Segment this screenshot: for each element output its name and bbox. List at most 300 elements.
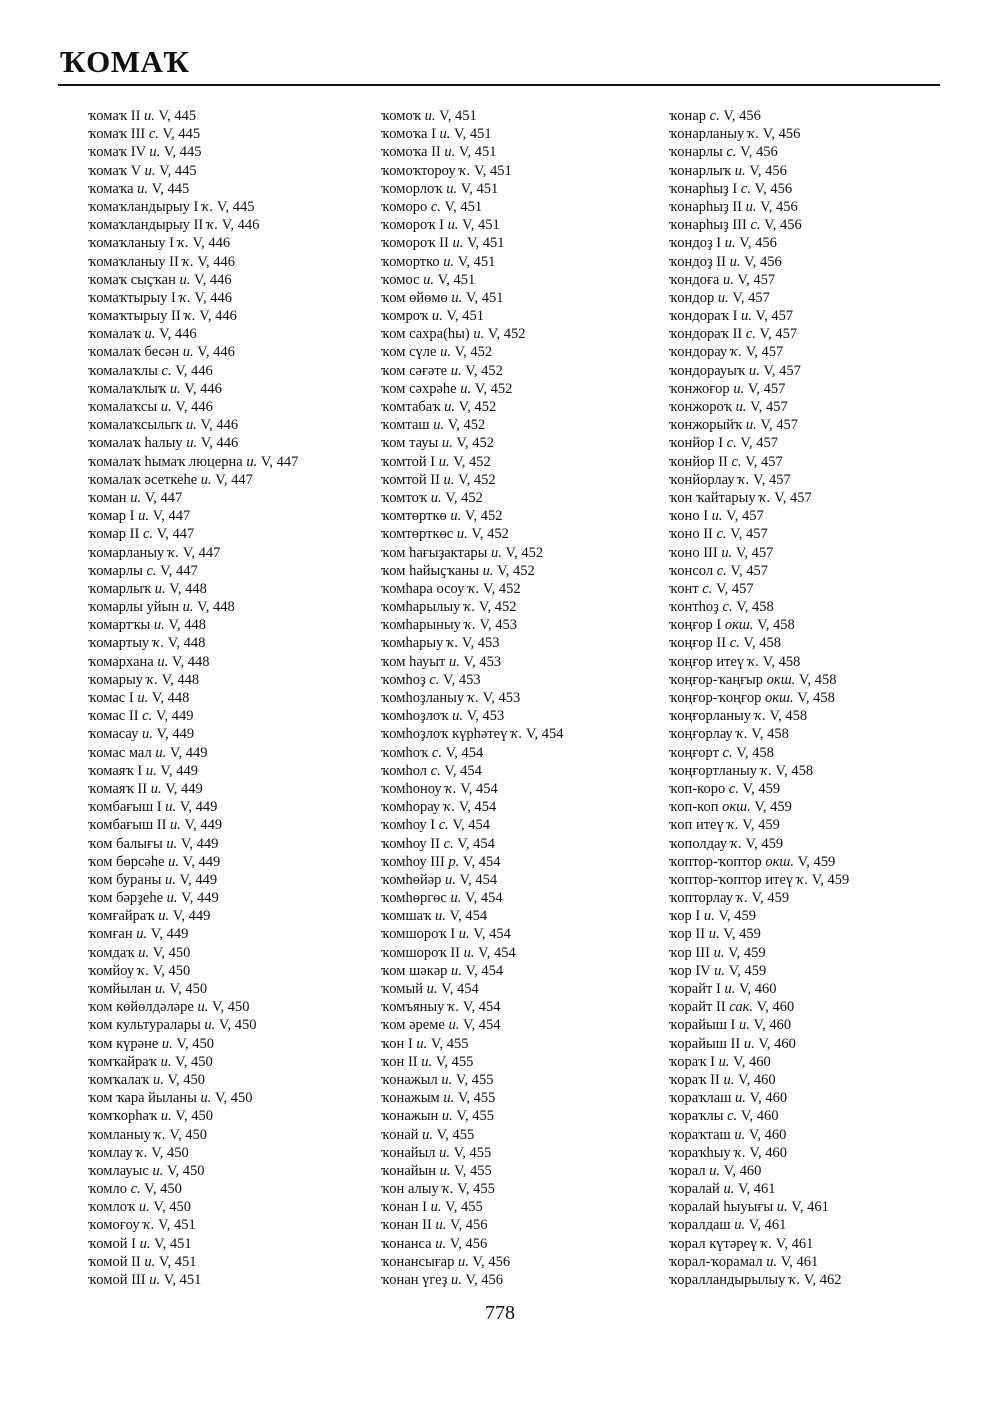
entry-column-1 bbox=[88, 107, 388, 1289]
entry-headword: ҡоралландырылыу bbox=[669, 1272, 786, 1288]
dictionary-entry bbox=[88, 1035, 388, 1053]
entry-reference: V, 458 bbox=[757, 617, 795, 634]
entry-part-of-speech: с. bbox=[702, 580, 713, 597]
entry-headword: ҡомаҡ сыҫҡан bbox=[88, 271, 176, 288]
entry-part-of-speech: с. bbox=[745, 326, 756, 343]
entry-reference: V, 447 bbox=[182, 544, 221, 561]
entry-reference: V, 445 bbox=[216, 198, 255, 215]
entry-part-of-speech: и. bbox=[155, 981, 166, 997]
entry-headword: ҡомаҡтырыу I bbox=[88, 289, 176, 306]
entry-reference: V, 456 bbox=[749, 162, 787, 179]
entry-part-of-speech: ҡ. bbox=[182, 253, 194, 270]
entry-part-of-speech: и. bbox=[440, 344, 451, 361]
entry-headword: ҡораҡ I bbox=[669, 1053, 716, 1070]
entry-headword: ҡорайт I bbox=[669, 981, 721, 997]
entry-headword: ҡомтоҡ bbox=[381, 489, 428, 506]
entry-reference: V, 456 bbox=[472, 1253, 511, 1270]
dictionary-entry bbox=[88, 1271, 388, 1289]
dictionary-entry bbox=[669, 616, 969, 634]
entry-reference: V, 459 bbox=[811, 871, 850, 888]
entry-reference: V, 447 bbox=[215, 471, 253, 488]
dictionary-entry bbox=[381, 1198, 681, 1216]
entry-reference: V, 459 bbox=[742, 780, 781, 797]
entry-part-of-speech: и. bbox=[734, 1126, 746, 1143]
dictionary-entry bbox=[88, 143, 388, 161]
entry-part-of-speech: и. bbox=[482, 562, 494, 579]
dictionary-entry bbox=[669, 253, 969, 271]
dictionary-entry bbox=[88, 962, 388, 980]
entry-headword: ҡомаҡтырыу II bbox=[88, 308, 181, 325]
entry-headword: ҡом тауы bbox=[381, 435, 439, 452]
dictionary-entry bbox=[88, 634, 388, 652]
entry-reference: V, 458 bbox=[751, 726, 789, 743]
dictionary-entry bbox=[669, 798, 969, 816]
dictionary-entry bbox=[669, 544, 969, 562]
entry-reference: V, 450 bbox=[166, 1162, 205, 1179]
entry-part-of-speech: с. bbox=[148, 126, 159, 143]
dictionary-entry bbox=[669, 962, 969, 980]
entry-reference: V, 450 bbox=[169, 1126, 208, 1143]
entry-headword: ҡонарһыҙ III bbox=[669, 217, 747, 234]
dictionary-entry bbox=[381, 1016, 681, 1034]
dictionary-entry bbox=[381, 1216, 681, 1234]
entry-reference: V, 446 bbox=[194, 289, 233, 306]
entry-headword: ҡораҡлы bbox=[669, 1108, 724, 1125]
entry-reference: V, 456 bbox=[760, 198, 798, 215]
dictionary-entry bbox=[381, 725, 681, 743]
entry-headword: ҡомһоҙлоҡ bbox=[381, 708, 449, 725]
dictionary-entry bbox=[381, 1035, 681, 1053]
entry-headword: ҡомҡорһаҡ bbox=[88, 1108, 158, 1125]
entry-part-of-speech: и. bbox=[438, 453, 450, 470]
entry-part-of-speech: и. bbox=[443, 253, 455, 270]
entry-part-of-speech: и. bbox=[723, 1181, 735, 1198]
entry-part-of-speech: и. bbox=[166, 835, 178, 852]
entry-headword: ҡонарһыҙ II bbox=[669, 198, 743, 215]
entry-reference: V, 447 bbox=[160, 562, 198, 579]
entry-reference: V, 447 bbox=[156, 526, 195, 543]
dictionary-entry bbox=[88, 798, 388, 816]
dictionary-entry bbox=[669, 416, 969, 434]
entry-headword: ҡом шәкәр bbox=[381, 962, 448, 979]
entry-part-of-speech: с. bbox=[430, 762, 441, 779]
entry-reference: V, 460 bbox=[738, 981, 777, 997]
entry-headword: ҡомтой II bbox=[381, 471, 440, 488]
dictionary-entry bbox=[669, 1053, 969, 1071]
entry-headword: ҡомас I bbox=[88, 690, 134, 706]
entry-part-of-speech: с. bbox=[146, 562, 157, 579]
dictionary-entry bbox=[381, 198, 681, 216]
entry-headword: ҡонарланыу bbox=[669, 126, 745, 143]
entry-reference: V, 451 bbox=[474, 162, 512, 179]
dictionary-entry bbox=[88, 1216, 388, 1234]
dictionary-entry bbox=[669, 944, 969, 962]
dictionary-entry bbox=[88, 598, 388, 616]
entry-reference: V, 457 bbox=[726, 508, 764, 525]
dictionary-entry bbox=[88, 871, 388, 889]
entry-part-of-speech: и. bbox=[708, 926, 720, 943]
dictionary-entry bbox=[381, 634, 681, 652]
entry-part-of-speech: и. bbox=[445, 871, 456, 888]
page-header-title: ҠОМАҠ bbox=[60, 44, 190, 79]
entry-part-of-speech: и. bbox=[735, 399, 747, 415]
entry-headword: ҡомҡалаҡ bbox=[88, 1071, 150, 1088]
dictionary-entry bbox=[669, 216, 969, 234]
entry-part-of-speech: и. bbox=[435, 1235, 447, 1252]
entry-reference: V, 455 bbox=[456, 1108, 495, 1125]
entry-reference: V, 453 bbox=[466, 708, 505, 725]
dictionary-entry bbox=[381, 1162, 681, 1180]
dictionary-entry bbox=[381, 671, 681, 689]
dictionary-entry bbox=[381, 525, 681, 543]
entry-headword: ҡомһөргөс bbox=[381, 890, 447, 907]
entry-headword: ҡомалаҡсылыҡ bbox=[88, 417, 183, 434]
entry-headword: ҡопторлау bbox=[669, 890, 733, 907]
entry-reference: V, 458 bbox=[797, 690, 835, 706]
dictionary-entry bbox=[669, 1035, 969, 1053]
entry-part-of-speech: и. bbox=[739, 1017, 750, 1034]
dictionary-entry bbox=[88, 1071, 388, 1089]
entry-part-of-speech: и. bbox=[741, 308, 752, 325]
entry-headword: ҡомартыу bbox=[88, 635, 150, 652]
entry-headword: ҡоптор-ҡоптор итеү bbox=[669, 871, 794, 888]
entry-reference: V, 450 bbox=[169, 981, 208, 997]
entry-headword: ҡоңғорланыу bbox=[669, 708, 752, 725]
entry-headword: ҡонжоғор bbox=[669, 380, 730, 397]
entry-part-of-speech: с. bbox=[430, 198, 441, 215]
entry-part-of-speech: и. bbox=[430, 489, 442, 506]
entry-reference: V, 454 bbox=[525, 726, 564, 743]
dictionary-entry bbox=[669, 1107, 969, 1125]
entry-part-of-speech: с. bbox=[722, 744, 733, 761]
entry-reference: V, 445 bbox=[151, 180, 190, 197]
entry-reference: V, 455 bbox=[457, 1090, 496, 1107]
entry-part-of-speech: с. bbox=[709, 108, 720, 124]
entry-reference: V, 448 bbox=[168, 617, 206, 634]
entry-reference: V, 457 bbox=[745, 453, 783, 470]
entry-part-of-speech: и. bbox=[149, 144, 161, 161]
entry-reference: V, 456 bbox=[449, 1217, 488, 1234]
dictionary-entry bbox=[669, 835, 969, 853]
entry-part-of-speech: и. bbox=[200, 471, 212, 488]
entry-reference: V, 450 bbox=[153, 1199, 191, 1216]
entry-part-of-speech: с. bbox=[142, 526, 154, 543]
dictionary-entry bbox=[88, 653, 388, 671]
entry-headword: ҡоралай bbox=[669, 1181, 720, 1198]
dictionary-entry bbox=[88, 1198, 388, 1216]
entry-part-of-speech: р. bbox=[448, 853, 460, 870]
entry-part-of-speech: и. bbox=[439, 1162, 451, 1179]
entry-headword: ҡонйор I bbox=[669, 435, 724, 452]
dictionary-entry bbox=[88, 453, 388, 471]
entry-headword: ҡоп-коро bbox=[669, 780, 726, 797]
entry-part-of-speech: сак. bbox=[729, 999, 753, 1016]
entry-headword: ҡом һауыт bbox=[381, 653, 446, 670]
entry-reference: V, 457 bbox=[755, 308, 794, 325]
dictionary-entry bbox=[669, 143, 969, 161]
dictionary-entry bbox=[669, 707, 969, 725]
entry-reference: V, 460 bbox=[723, 1162, 762, 1179]
entry-reference: V, 460 bbox=[749, 1090, 788, 1107]
dictionary-entry bbox=[88, 398, 388, 416]
entry-headword: ҡомалаҡ bbox=[88, 326, 141, 343]
entry-part-of-speech: и. bbox=[724, 981, 736, 997]
entry-headword: ҡондоҙ II bbox=[669, 253, 726, 270]
entry-headword: ҡонарһыҙ I bbox=[669, 180, 738, 197]
entry-part-of-speech: и. bbox=[776, 1199, 788, 1216]
dictionary-entry bbox=[669, 107, 969, 125]
entry-headword: ҡонйорлау bbox=[669, 471, 735, 488]
entry-part-of-speech: ҡ. bbox=[206, 217, 219, 234]
dictionary-entry bbox=[381, 780, 681, 798]
entry-reference: V, 460 bbox=[753, 1017, 792, 1034]
entry-part-of-speech: с. bbox=[161, 362, 172, 379]
dictionary-entry bbox=[381, 616, 681, 634]
dictionary-entry bbox=[88, 944, 388, 962]
entry-reference: V, 445 bbox=[163, 144, 202, 161]
entry-part-of-speech: ҡ. bbox=[201, 198, 214, 215]
dictionary-entry bbox=[669, 653, 969, 671]
entry-part-of-speech: и. bbox=[446, 180, 458, 197]
dictionary-entry bbox=[381, 562, 681, 580]
entry-reference: V, 448 bbox=[151, 690, 190, 706]
entry-part-of-speech: и. bbox=[724, 235, 736, 252]
dictionary-entry bbox=[669, 689, 969, 707]
dictionary-entry bbox=[381, 507, 681, 525]
entry-headword: ҡондораҡ I bbox=[669, 308, 738, 325]
entry-part-of-speech: и. bbox=[450, 362, 462, 379]
dictionary-entry bbox=[381, 453, 681, 471]
dictionary-entry bbox=[88, 162, 388, 180]
entry-part-of-speech: с. bbox=[726, 435, 737, 452]
entry-reference: V, 457 bbox=[759, 326, 798, 343]
entry-headword: ҡомоҡ bbox=[381, 108, 422, 124]
entry-headword: ҡомарлы уйын bbox=[88, 599, 179, 616]
entry-reference: V, 459 bbox=[728, 962, 767, 979]
entry-reference: V, 457 bbox=[737, 271, 776, 288]
dictionary-entry bbox=[381, 216, 681, 234]
entry-reference: V, 457 bbox=[763, 362, 801, 379]
entry-part-of-speech: и. bbox=[734, 162, 746, 179]
entry-headword: ҡомһара осоу bbox=[381, 580, 465, 597]
entry-headword: ҡор II bbox=[669, 926, 706, 943]
entry-part-of-speech: и. bbox=[179, 271, 191, 288]
entry-part-of-speech: и. bbox=[450, 1272, 462, 1288]
dictionary-entry bbox=[381, 471, 681, 489]
entry-headword: ҡорайыш II bbox=[669, 1035, 741, 1052]
dictionary-entry bbox=[669, 362, 969, 380]
entry-headword: ҡом һайыҫҡаны bbox=[381, 562, 479, 579]
dictionary-entry bbox=[669, 453, 969, 471]
dictionary-entry bbox=[88, 471, 388, 489]
entry-part-of-speech: и. bbox=[717, 289, 729, 306]
entry-reference: V, 449 bbox=[180, 835, 219, 852]
entry-reference: V, 457 bbox=[750, 399, 788, 415]
entry-headword: ҡомаҡланыу II bbox=[88, 253, 179, 270]
dictionary-entry bbox=[669, 562, 969, 580]
dictionary-entry bbox=[88, 1180, 388, 1198]
entry-part-of-speech: и. bbox=[136, 926, 148, 943]
dictionary-entry bbox=[669, 598, 969, 616]
entry-part-of-speech: и. bbox=[748, 362, 760, 379]
entry-headword: ҡомһарыу bbox=[381, 635, 444, 652]
entry-headword: ҡонажым bbox=[381, 1090, 440, 1107]
dictionary-entry bbox=[88, 1107, 388, 1125]
entry-part-of-speech: и. bbox=[186, 417, 197, 434]
entry-reference: V, 455 bbox=[435, 1053, 474, 1070]
dictionary-entry bbox=[381, 744, 681, 762]
entry-headword: ҡоморо bbox=[381, 198, 428, 215]
entry-headword: ҡомалаҡлы bbox=[88, 362, 158, 379]
entry-part-of-speech: с. bbox=[728, 780, 739, 797]
dictionary-entry bbox=[381, 362, 681, 380]
entry-headword: ҡомбағыш I bbox=[88, 799, 162, 816]
entry-part-of-speech: и. bbox=[152, 1071, 164, 1088]
entry-part-of-speech: ҡ. bbox=[796, 871, 809, 888]
entry-reference: V, 455 bbox=[445, 1199, 483, 1216]
entry-headword: ҡомъяныу bbox=[381, 999, 445, 1016]
dictionary-entry bbox=[88, 1235, 388, 1253]
entry-reference: V, 461 bbox=[791, 1199, 829, 1216]
entry-headword: ҡомһоу III bbox=[381, 853, 445, 870]
entry-headword: ҡомйоу bbox=[88, 962, 135, 979]
entry-reference: V, 451 bbox=[446, 308, 485, 325]
entry-part-of-speech: и. bbox=[722, 271, 734, 288]
dictionary-entry bbox=[381, 962, 681, 980]
entry-headword: ҡонайыл bbox=[381, 1144, 436, 1161]
entry-reference: V, 447 bbox=[144, 489, 183, 506]
entry-reference: V, 452 bbox=[478, 599, 517, 616]
entry-reference: V, 455 bbox=[454, 1162, 492, 1179]
dictionary-entry bbox=[88, 1053, 388, 1071]
dictionary-entry bbox=[381, 871, 681, 889]
dictionary-entry bbox=[381, 853, 681, 871]
dictionary-entry bbox=[88, 835, 388, 853]
entry-headword: ҡомалаҡсы bbox=[88, 399, 158, 415]
entry-headword: ҡомалаҡ һалыу bbox=[88, 435, 183, 452]
dictionary-entry bbox=[88, 198, 388, 216]
entry-reference: V, 452 bbox=[458, 471, 496, 488]
dictionary-entry bbox=[669, 1271, 969, 1289]
entry-headword: ҡом ҡара йыланы bbox=[88, 1090, 197, 1107]
entry-headword: ҡоман bbox=[88, 489, 127, 506]
entry-part-of-speech: и. bbox=[452, 708, 463, 725]
dictionary-entry bbox=[381, 980, 681, 998]
dictionary-entry bbox=[88, 180, 388, 198]
entry-headword: ҡомшаҡ bbox=[381, 908, 432, 925]
entry-reference: V, 450 bbox=[175, 1053, 213, 1070]
entry-part-of-speech: ҡ. bbox=[738, 471, 750, 488]
entry-reference: V, 459 bbox=[723, 926, 761, 943]
dictionary-entry bbox=[88, 853, 388, 871]
dictionary-entry bbox=[381, 180, 681, 198]
entry-reference: V, 451 bbox=[154, 1235, 192, 1252]
dictionary-entry bbox=[669, 853, 969, 871]
dictionary-entry bbox=[88, 289, 388, 307]
entry-headword: ҡомһоҙ bbox=[381, 671, 426, 688]
entry-reference: V, 459 bbox=[745, 835, 784, 852]
entry-reference: V, 452 bbox=[487, 326, 526, 343]
entry-part-of-speech: и. bbox=[186, 435, 198, 452]
entry-headword: ҡор I bbox=[669, 908, 701, 925]
entry-part-of-speech: и. bbox=[435, 908, 446, 925]
dictionary-entry bbox=[669, 434, 969, 452]
entry-reference: V, 454 bbox=[452, 817, 491, 834]
entry-reference: V, 455 bbox=[457, 1181, 495, 1198]
entry-headword: ҡомас II bbox=[88, 708, 139, 725]
dictionary-entry bbox=[88, 271, 388, 289]
entry-part-of-speech: и. bbox=[144, 1253, 156, 1270]
entry-headword: ҡомланыу bbox=[88, 1126, 151, 1143]
entry-reference: V, 456 bbox=[744, 253, 782, 270]
entry-part-of-speech: и. bbox=[169, 380, 181, 397]
entry-headword: ҡомтабаҡ bbox=[381, 399, 441, 415]
entry-headword: ҡомтой I bbox=[381, 453, 436, 470]
entry-headword: ҡом өйөмө bbox=[381, 289, 448, 306]
entry-reference: V, 446 bbox=[199, 308, 237, 325]
entry-part-of-speech: ҡ. bbox=[747, 653, 760, 670]
dictionary-entry bbox=[381, 234, 681, 252]
dictionary-entry bbox=[88, 489, 388, 507]
dictionary-entry bbox=[381, 1053, 681, 1071]
entry-headword: ҡомһорау bbox=[381, 799, 441, 816]
entry-headword: ҡомой II bbox=[88, 1253, 141, 1270]
entry-reference: V, 457 bbox=[745, 344, 784, 361]
entry-reference: V, 457 bbox=[715, 580, 754, 597]
entry-headword: ҡонсол bbox=[669, 562, 714, 579]
entry-reference: V, 446 bbox=[200, 435, 239, 452]
entry-reference: V, 448 bbox=[161, 671, 200, 688]
entry-reference: V, 459 bbox=[754, 799, 792, 816]
entry-reference: V, 449 bbox=[160, 762, 198, 779]
entry-reference: V, 453 bbox=[443, 671, 481, 688]
entry-headword: ҡонжорыйҡ bbox=[669, 417, 743, 434]
entry-part-of-speech: и. bbox=[441, 1071, 453, 1088]
entry-part-of-speech: и. bbox=[444, 144, 456, 161]
entry-headword: ҡонан үгеҙ bbox=[381, 1272, 448, 1288]
entry-headword: ҡомһол bbox=[381, 762, 428, 779]
entry-part-of-speech: ҡ. bbox=[177, 235, 189, 252]
entry-part-of-speech: и. bbox=[160, 1108, 172, 1125]
entry-headword: ҡом сүле bbox=[381, 344, 437, 361]
dictionary-entry bbox=[669, 780, 969, 798]
entry-headword: ҡондоҙ I bbox=[669, 235, 722, 252]
entry-reference: V, 457 bbox=[760, 417, 799, 434]
entry-headword: ҡораҡташ bbox=[669, 1126, 731, 1143]
entry-part-of-speech: ҡ. bbox=[442, 1181, 454, 1198]
entry-headword: ҡондорау bbox=[669, 344, 728, 361]
entry-reference: V, 451 bbox=[437, 271, 476, 288]
entry-headword: ҡомоҡа II bbox=[381, 144, 441, 161]
entry-reference: V, 455 bbox=[455, 1071, 494, 1088]
entry-reference: V, 451 bbox=[439, 108, 477, 124]
dictionary-entry bbox=[88, 925, 388, 943]
entry-reference: V, 451 bbox=[462, 217, 500, 234]
entry-part-of-speech: и. bbox=[165, 799, 177, 816]
entry-part-of-speech: ҡ. bbox=[760, 1235, 773, 1252]
entry-part-of-speech: ҡ. bbox=[511, 726, 523, 743]
dictionary-entry bbox=[669, 907, 969, 925]
entry-reference: V, 459 bbox=[718, 908, 756, 925]
entry-reference: V, 457 bbox=[735, 544, 774, 561]
entry-part-of-speech: окш. bbox=[766, 671, 796, 688]
dictionary-entry bbox=[88, 125, 388, 143]
dictionary-entry bbox=[669, 1162, 969, 1180]
entry-headword: ҡомаҡландырыу II bbox=[88, 217, 204, 234]
entry-reference: V, 448 bbox=[171, 653, 210, 670]
entry-headword: ҡомарлыҡ bbox=[88, 580, 152, 597]
entry-reference: V, 449 bbox=[156, 726, 195, 743]
